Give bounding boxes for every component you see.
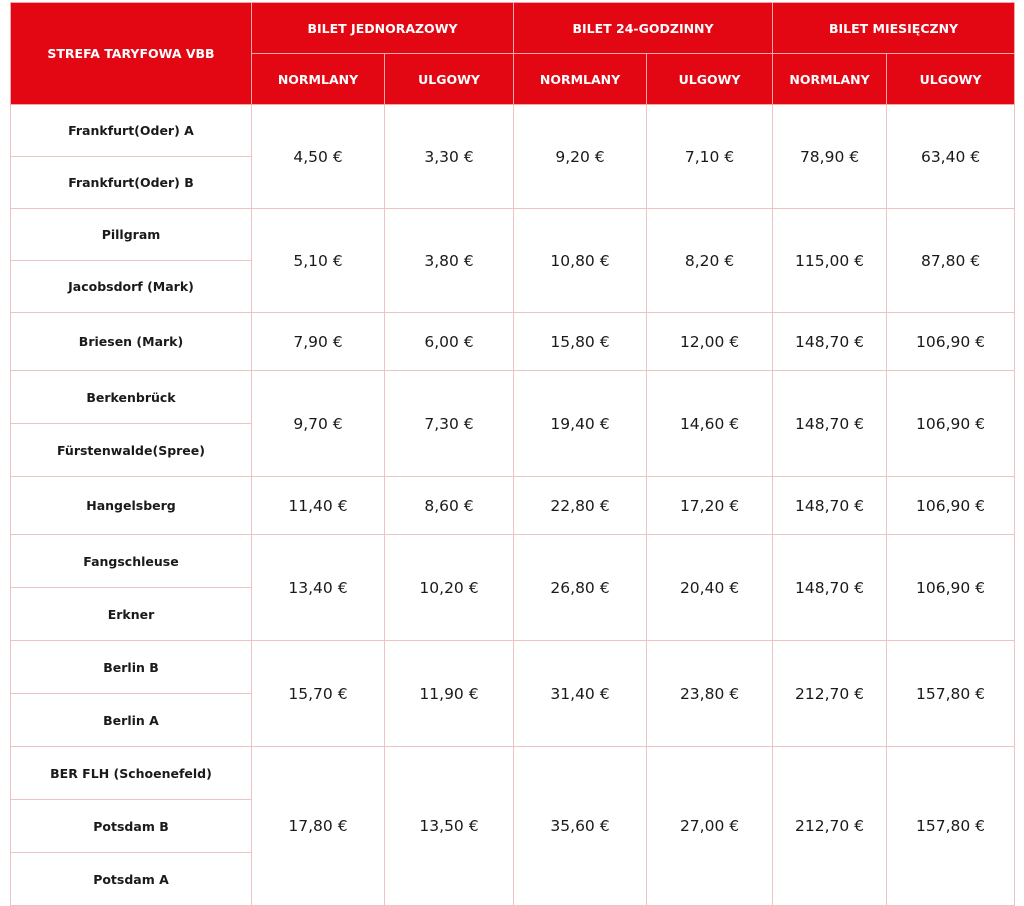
zone-column-header: STREFA TARYFOWA VBB <box>11 3 252 105</box>
monthly-normal-header: NORMLANY <box>773 54 887 105</box>
price-monthly-reduced: 106,90 € <box>887 371 1015 477</box>
price-single-normal: 4,50 € <box>252 105 385 209</box>
zone-name: Potsdam A <box>11 853 252 906</box>
price-day-reduced: 23,80 € <box>647 641 773 747</box>
price-day-reduced: 8,20 € <box>647 209 773 313</box>
day-normal-header: NORMLANY <box>514 54 647 105</box>
price-day-reduced: 7,10 € <box>647 105 773 209</box>
price-monthly-reduced: 106,90 € <box>887 535 1015 641</box>
price-monthly-normal: 212,70 € <box>773 641 887 747</box>
table-row <box>11 371 1015 424</box>
zone-name: Erkner <box>11 588 252 641</box>
price-day-reduced: 12,00 € <box>647 313 773 371</box>
price-day-normal: 19,40 € <box>514 371 647 477</box>
price-single-reduced: 8,60 € <box>385 477 514 535</box>
table-row <box>11 477 1015 535</box>
price-single-reduced: 3,30 € <box>385 105 514 209</box>
price-monthly-reduced: 63,40 € <box>887 105 1015 209</box>
single-reduced-header: ULGOWY <box>385 54 514 105</box>
price-monthly-reduced: 106,90 € <box>887 477 1015 535</box>
zone-name: Berlin A <box>11 694 252 747</box>
price-day-normal: 9,20 € <box>514 105 647 209</box>
price-day-normal: 10,80 € <box>514 209 647 313</box>
day-reduced-header: ULGOWY <box>647 54 773 105</box>
zone-name: Pillgram <box>11 209 252 261</box>
zone-name: Fangschleuse <box>11 535 252 588</box>
table-row <box>11 535 1015 588</box>
price-day-reduced: 20,40 € <box>647 535 773 641</box>
zone-name: Jacobsdorf (Mark) <box>11 261 252 313</box>
price-monthly-normal: 115,00 € <box>773 209 887 313</box>
price-monthly-normal: 78,90 € <box>773 105 887 209</box>
single-ticket-header: BILET JEDNORAZOWY <box>252 3 514 54</box>
price-monthly-normal: 148,70 € <box>773 535 887 641</box>
price-single-normal: 9,70 € <box>252 371 385 477</box>
monthly-ticket-header: BILET MIESIĘCZNY <box>773 3 1015 54</box>
zone-name: Fürstenwalde(Spree) <box>11 424 252 477</box>
zone-name: Potsdam B <box>11 800 252 853</box>
table-row <box>11 105 1015 157</box>
price-single-normal: 11,40 € <box>252 477 385 535</box>
single-normal-header: NORMLANY <box>252 54 385 105</box>
monthly-reduced-header: ULGOWY <box>887 54 1015 105</box>
zone-name: Berkenbrück <box>11 371 252 424</box>
price-monthly-reduced: 106,90 € <box>887 313 1015 371</box>
zone-name: Frankfurt(Oder) B <box>11 157 252 209</box>
zone-name: Frankfurt(Oder) A <box>11 105 252 157</box>
price-single-reduced: 11,90 € <box>385 641 514 747</box>
price-day-normal: 22,80 € <box>514 477 647 535</box>
price-monthly-normal: 148,70 € <box>773 371 887 477</box>
price-single-reduced: 13,50 € <box>385 747 514 906</box>
price-monthly-normal: 148,70 € <box>773 313 887 371</box>
day-ticket-header: BILET 24-GODZINNY <box>514 3 773 54</box>
price-monthly-normal: 148,70 € <box>773 477 887 535</box>
price-day-normal: 15,80 € <box>514 313 647 371</box>
table-row <box>11 747 1015 800</box>
zone-name: BER FLH (Schoenefeld) <box>11 747 252 800</box>
table-row <box>11 313 1015 371</box>
price-day-normal: 35,60 € <box>514 747 647 906</box>
price-single-reduced: 7,30 € <box>385 371 514 477</box>
price-monthly-normal: 212,70 € <box>773 747 887 906</box>
fare-table <box>10 2 1015 906</box>
price-day-reduced: 27,00 € <box>647 747 773 906</box>
price-single-normal: 13,40 € <box>252 535 385 641</box>
price-monthly-reduced: 157,80 € <box>887 747 1015 906</box>
zone-name: Briesen (Mark) <box>11 313 252 371</box>
table-row <box>11 209 1015 261</box>
price-single-reduced: 3,80 € <box>385 209 514 313</box>
price-day-normal: 26,80 € <box>514 535 647 641</box>
price-day-reduced: 17,20 € <box>647 477 773 535</box>
price-single-reduced: 6,00 € <box>385 313 514 371</box>
zone-name: Berlin B <box>11 641 252 694</box>
price-monthly-reduced: 87,80 € <box>887 209 1015 313</box>
price-single-normal: 15,70 € <box>252 641 385 747</box>
table-row <box>11 641 1015 694</box>
price-single-reduced: 10,20 € <box>385 535 514 641</box>
header-row-ticket-types <box>11 3 1015 54</box>
price-monthly-reduced: 157,80 € <box>887 641 1015 747</box>
price-single-normal: 5,10 € <box>252 209 385 313</box>
price-single-normal: 7,90 € <box>252 313 385 371</box>
price-single-normal: 17,80 € <box>252 747 385 906</box>
price-day-normal: 31,40 € <box>514 641 647 747</box>
price-day-reduced: 14,60 € <box>647 371 773 477</box>
zone-name: Hangelsberg <box>11 477 252 535</box>
